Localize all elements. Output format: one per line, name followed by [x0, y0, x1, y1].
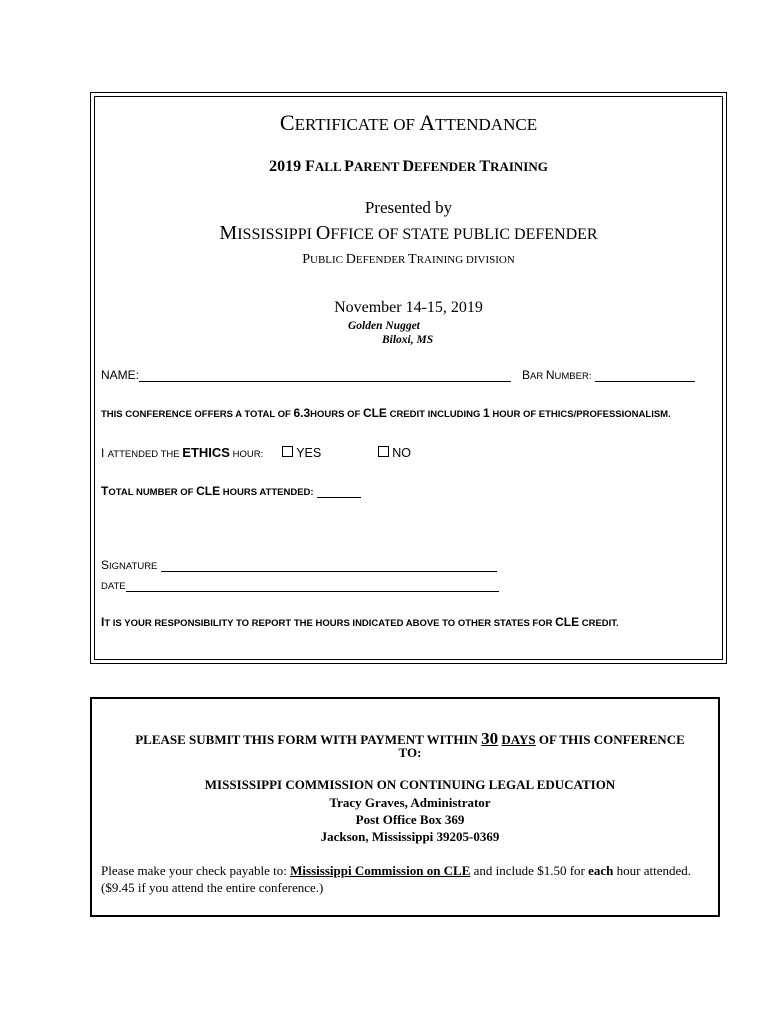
name-row: NAME:: [101, 368, 511, 382]
commission-name: MISSISSIPPI COMMISSION ON CONTINUING LEGAL EDUCATION: [204, 777, 616, 792]
event-dates: November 14-15, 2019: [334, 299, 483, 316]
po-box: Post Office Box 369: [355, 812, 465, 827]
conference-credit-statement: THIS CONFERENCE OFFERS A TOTAL OF 6.3HOURS OF CLE CREDIT INCLUDING 1 HOUR OF ETHICS/PROFESSIONALISM.: [101, 406, 671, 420]
event-city: Biloxi, MS: [382, 334, 434, 346]
responsibility-notice: IT IS YOUR RESPONSIBILITY TO REPORT THE HOURS INDICATED ABOVE TO OTHER STATES FOR CLE CREDIT.: [101, 615, 619, 629]
ethics-yes-checkbox[interactable]: [282, 446, 293, 457]
signature-field[interactable]: [161, 559, 497, 572]
total-hours-field[interactable]: [317, 485, 361, 498]
date-row: DATE: [101, 578, 499, 592]
ethics-no-checkbox[interactable]: [378, 446, 389, 457]
presented-by: Presented by: [364, 198, 453, 217]
division-name: PUBLIC DEFENDER TRAINING DIVISION: [302, 252, 515, 267]
signature-row: SIGNATURE: [101, 558, 497, 572]
training-title: 2019 FALL PARENT DEFENDER TRAINING: [269, 158, 548, 175]
payment-instructions: Please make your check payable to: Mississippi Commission on CLE and include $1.50 for each hour attended. ($9.45 if you attend the entire conference.): [101, 863, 692, 895]
submission-deadline: PLEASE SUBMIT THIS FORM WITH PAYMENT WITHIN 30 DAYS OF THIS CONFERENCE: [135, 729, 685, 748]
submission-to: TO:: [398, 745, 422, 760]
date-field[interactable]: [126, 579, 499, 592]
ethics-hour-row: I ATTENDED THE ETHICS HOUR: YES NO: [101, 445, 411, 460]
name-field[interactable]: [139, 369, 511, 382]
office-name: MISSISSIPPI OFFICE OF STATE PUBLIC DEFENDER: [219, 222, 598, 244]
administrator: Tracy Graves, Administrator: [329, 795, 491, 810]
ethics-no-label: NO: [392, 446, 411, 460]
commission-city: Jackson, Mississippi 39205-0369: [320, 829, 500, 844]
event-venue: Golden Nugget: [348, 320, 420, 332]
certificate-title: CERTIFICATE OF ATTENDANCE: [279, 110, 538, 135]
total-cle-hours-row: TOTAL NUMBER OF CLE HOURS ATTENDED:: [101, 484, 361, 498]
bar-number-row: BAR NUMBER:: [522, 368, 695, 382]
bar-number-field[interactable]: [595, 369, 695, 382]
ethics-yes-label: YES: [296, 446, 322, 460]
